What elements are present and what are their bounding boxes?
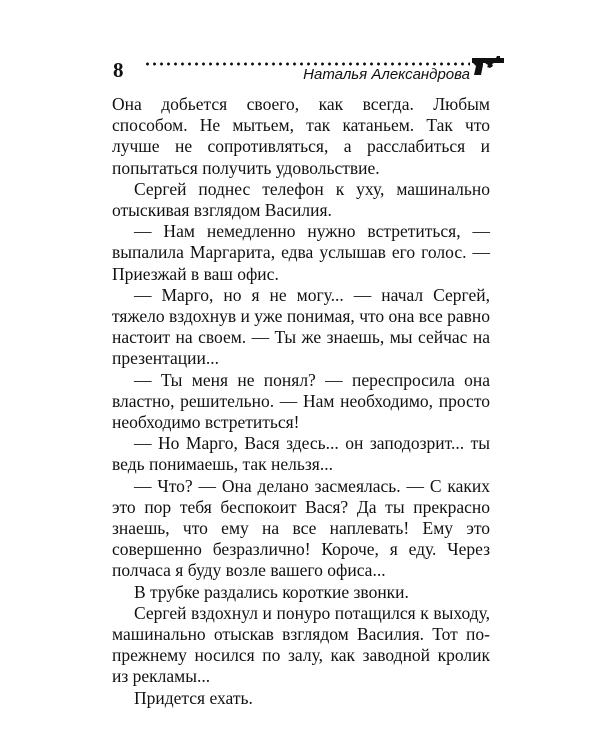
paragraph: — Но Марго, Вася здесь... он заподозрит... ты ведь понимаешь, так нельзя...: [112, 433, 490, 475]
paragraph: Сергей вздохнул и понуро потащился к выходу, машинально отыскав взглядом Василия. Тот по-прежнему носился по залу, как заводной кролик из рекламы...: [112, 602, 490, 687]
revolver-icon: [470, 52, 506, 78]
paragraph: Она добьется своего, как всегда. Любым способом. Не мытьем, так катаньем. Так что лучше не сопротивляться, а расслабиться и попытаться получить удовольствие.: [112, 94, 490, 178]
page-number: 8: [113, 58, 124, 82]
body-text: [112, 94, 490, 709]
paragraph: — Ты меня не понял? — переспросила она властно, решительно. — Нам необходимо, просто необходимо встретиться!: [112, 369, 490, 433]
paragraph: Придется ехать.: [134, 687, 253, 708]
paragraph: — Нам немедленно нужно встретиться, — выпалила Маргарита, едва услышав его голос. — Приезжай в ваш офис.: [112, 221, 490, 284]
paragraph: В трубке раздались короткие звонки.: [134, 581, 409, 602]
paragraph: — Марго, но я не могу... — начал Сергей, тяжело вздохнув и уже понимая, что она все равно настоит на своем. — Ты же знаешь, мы сейчас на презентации...: [112, 284, 490, 369]
page-header: [112, 52, 506, 88]
running-title-author: Наталья Александрова: [303, 66, 470, 83]
paragraph: Сергей поднес телефон к уху, машинально отыскивая взглядом Василия.: [112, 178, 490, 221]
paragraph: — Что? — Она делано засмеялась. — С каких это пор тебя беспокоит Вася? Да ты прекрасно знаешь, что ему на все наплевать! Ему это совершенно безразлично! Короче, я еду. Через полчаса я буду возле вашего офиса...: [112, 475, 490, 581]
